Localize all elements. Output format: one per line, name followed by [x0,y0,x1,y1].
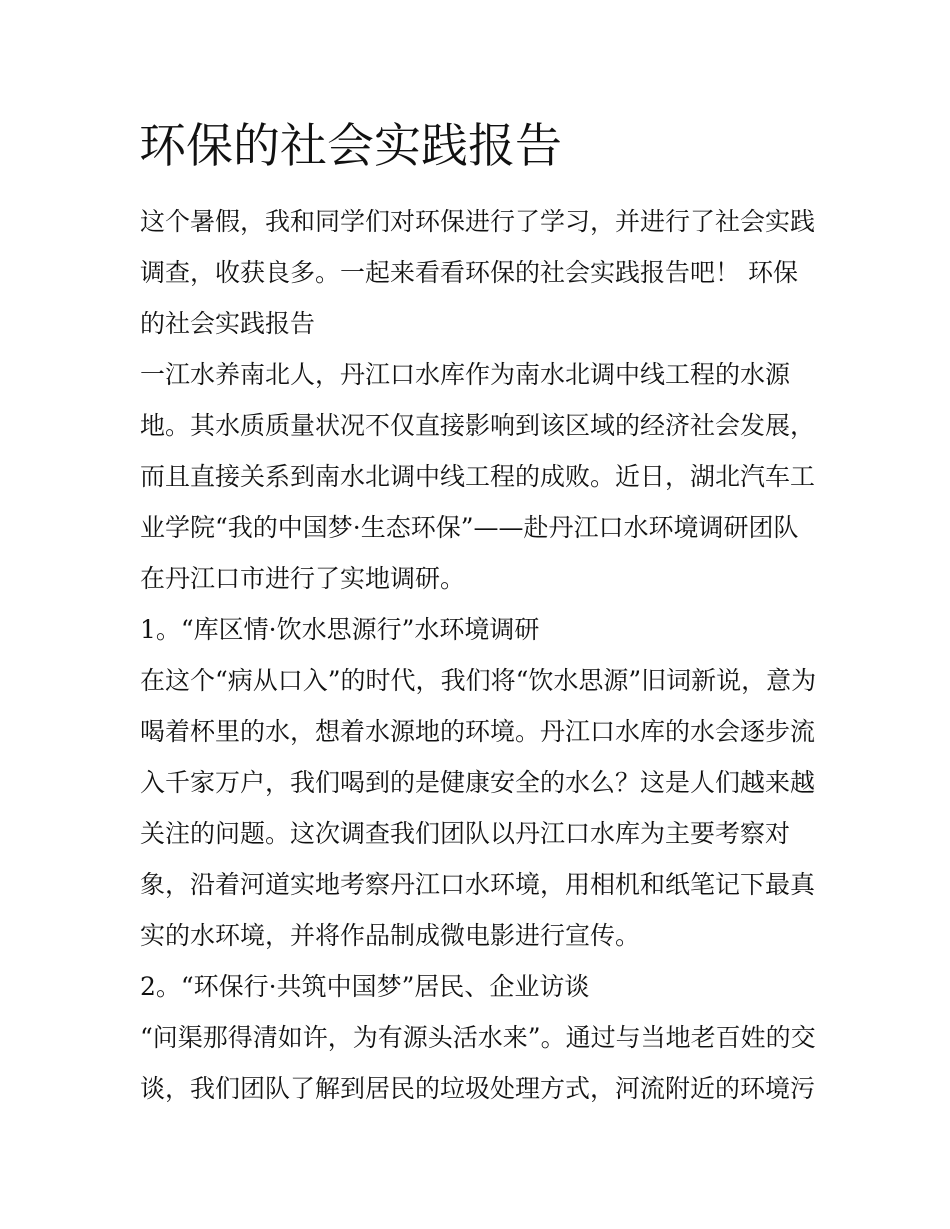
text-line: 入千家万户，我们喝到的是健康安全的水么？这是人们越来越 [140,768,816,797]
text-line: 这个暑假，我和同学们对环保进行了学习，并进行了社会实践 [140,207,816,236]
text-line: 的社会实践报告 [140,309,316,338]
text-line: 一江水养南北人，丹江口水库作为南水北调中线工程的水源 [140,360,791,389]
text-line: 关注的问题。这次调查我们团队以丹江口水库为主要考察对 [140,819,791,848]
text-line: 喝着杯里的水，想着水源地的环境。丹江口水库的水会逐步流 [140,717,816,746]
text-line: “问渠那得清如许，为有源头活水来”。通过与当地老百姓的交 [140,1023,816,1052]
text-line: 谈，我们团队了解到居民的垃圾处理方式，河流附近的环境污 [140,1074,816,1103]
text-line: 实的水环境，并将作品制成微电影进行宣传。 [140,921,641,950]
text-line: 调查，收获良多。一起来看看环保的社会实践报告吧！ 环保 [140,258,798,287]
text-line: 象，沿着河道实地考察丹江口水环境，用相机和纸笔记下最真 [140,870,816,899]
section-heading-1: 1。“库区情·饮水思源行”水环境调研 [140,615,540,644]
document-body [140,196,820,1114]
text-line: 地。其水质质量状况不仅直接影响到该区域的经济社会发展， [140,411,816,440]
text-line: 而且直接关系到南水北调中线工程的成败。近日，湖北汽车工 [140,462,816,491]
text-line: 在这个“病从口入”的时代，我们将“饮水思源”旧词新说，意为 [140,666,817,695]
text-line: 业学院“我的中国梦·生态环保”——赴丹江口水环境调研团队 [140,513,799,542]
text-line: 在丹江口市进行了实地调研。 [140,564,466,593]
section-heading-2: 2。“环保行·共筑中国梦”居民、企业访谈 [140,972,590,1001]
document-title: 环保的社会实践报告 [139,119,562,174]
